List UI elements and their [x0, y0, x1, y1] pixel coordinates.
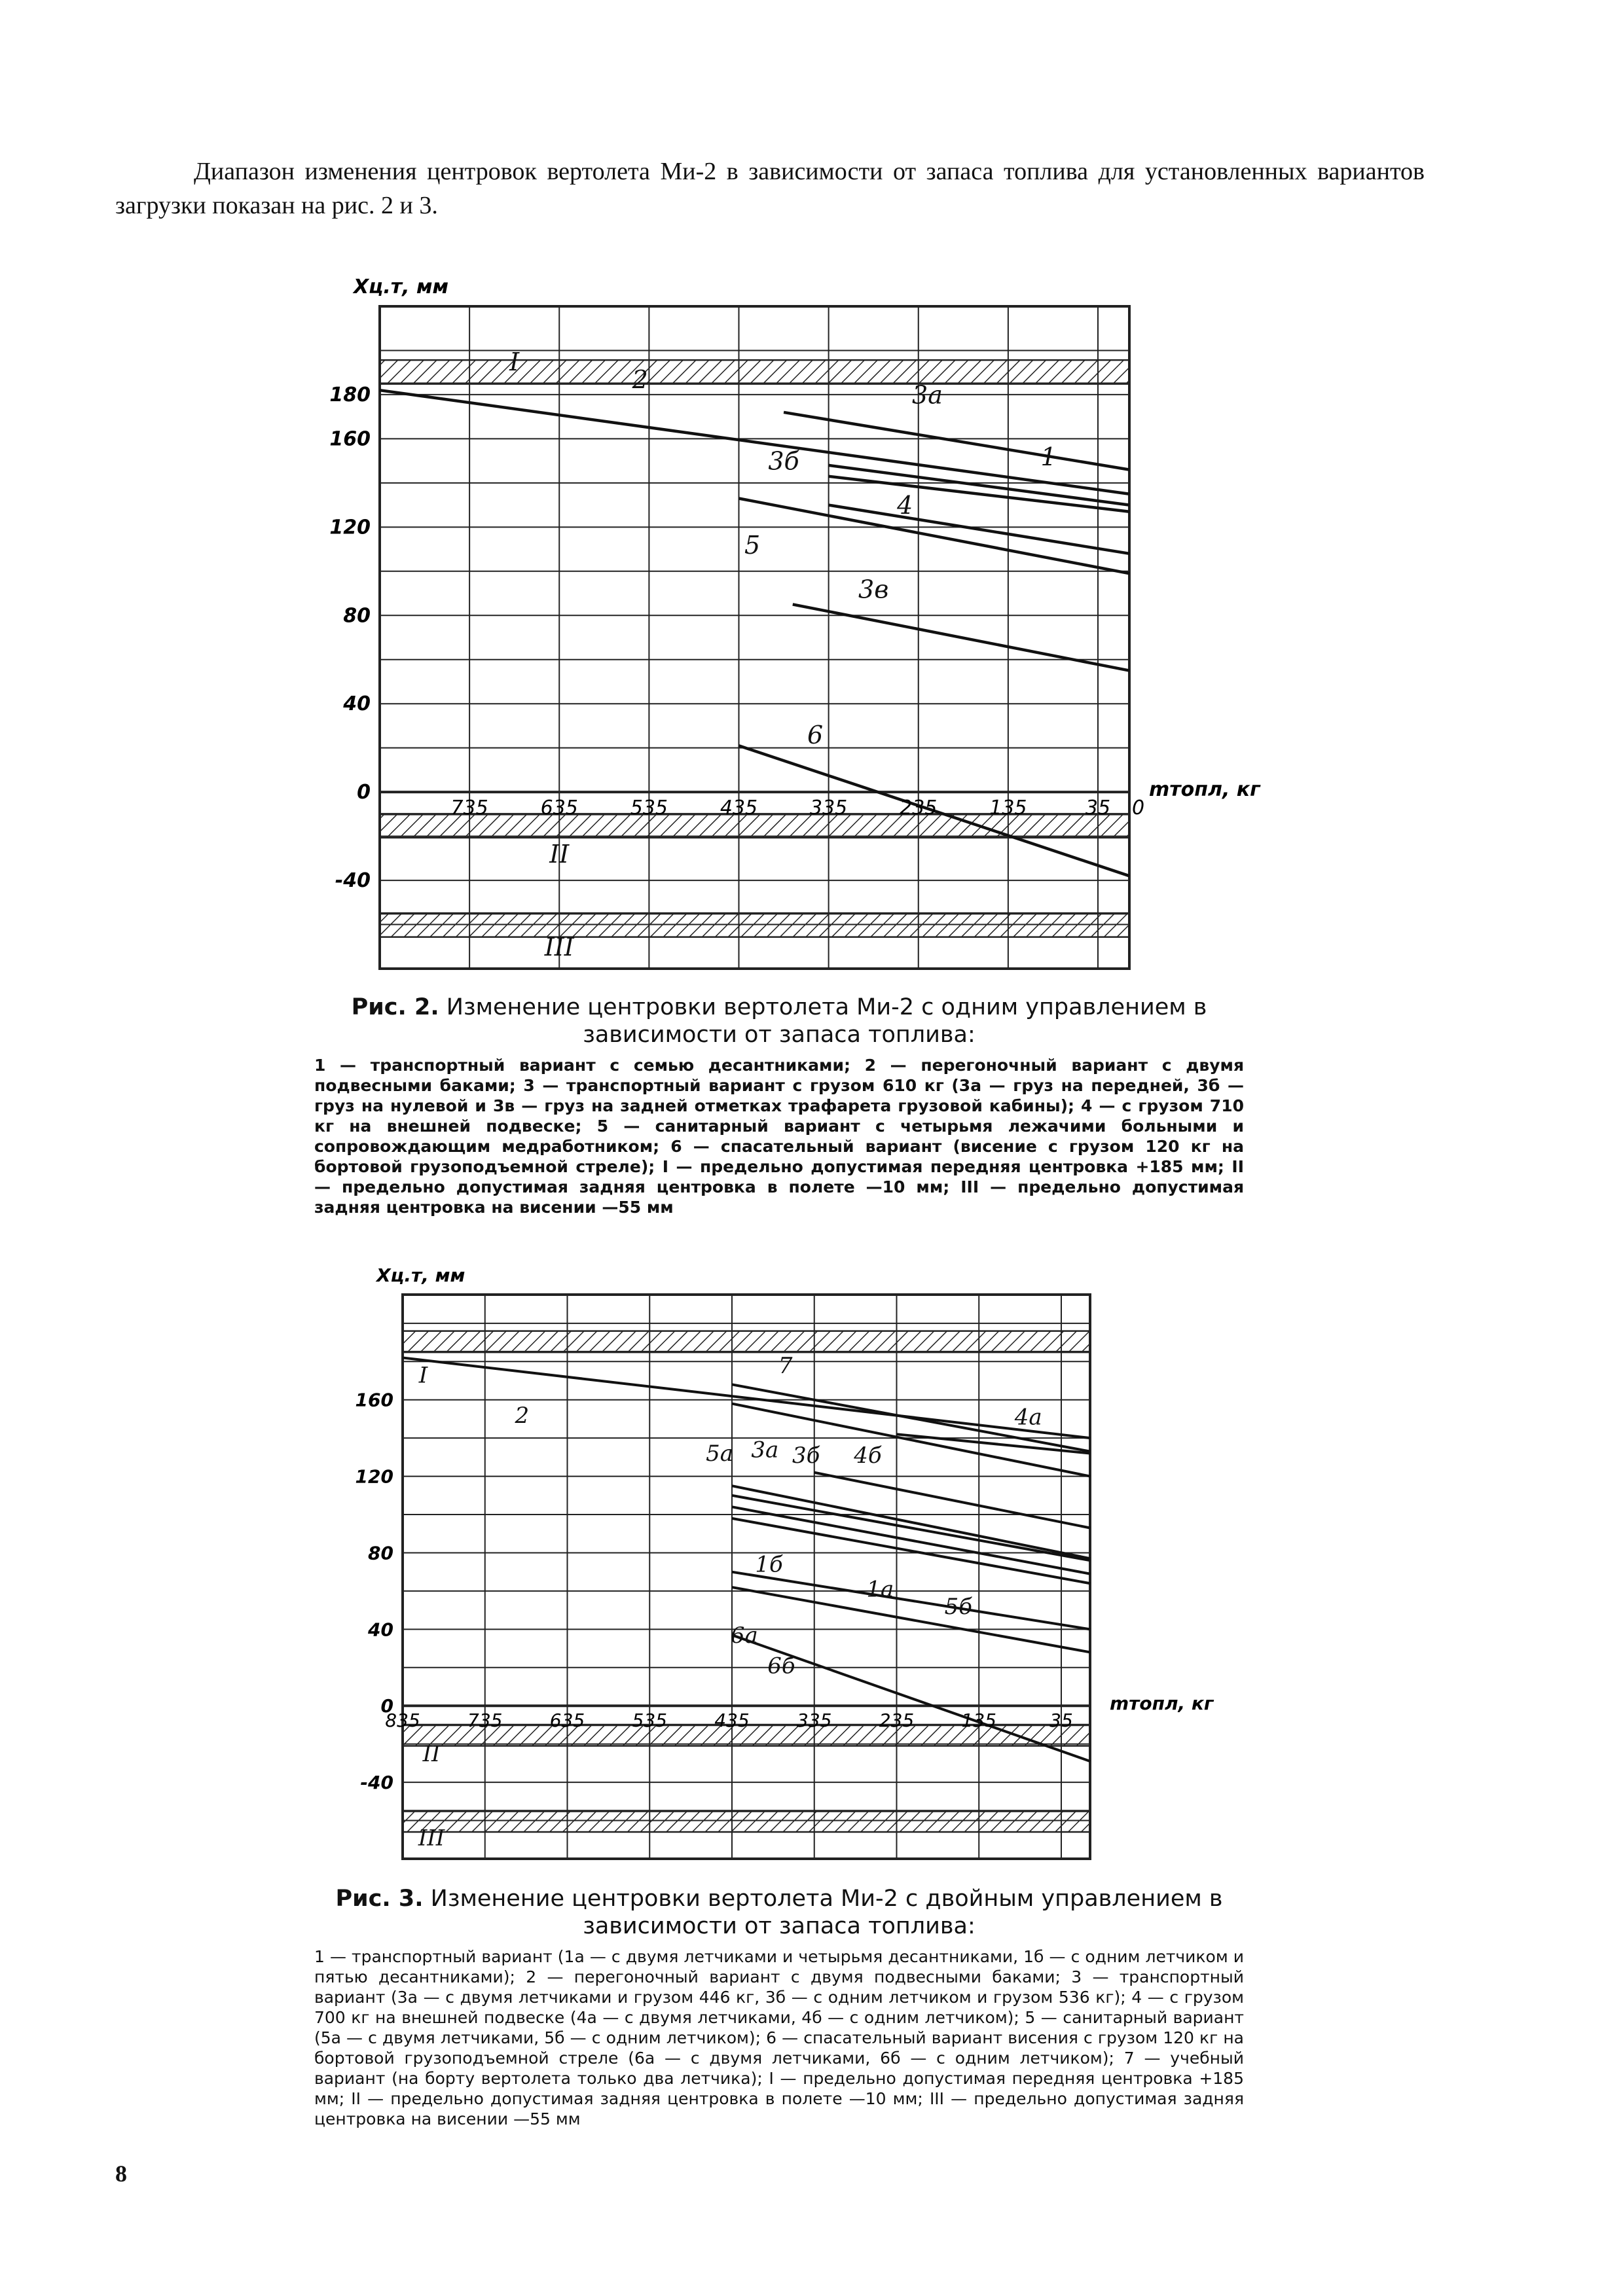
- figure-2-label: Рис. 2.: [351, 994, 439, 1020]
- figure-2-title-text: Изменение центровки вертолета Ми-2 с одним управлением в зависимости от запаса топлива:: [446, 994, 1207, 1048]
- y-tick-label: 0: [380, 1695, 393, 1717]
- curve-label-3б: 3б: [792, 1443, 820, 1469]
- x-tick-label: 535: [630, 797, 668, 820]
- x-tick-label: 335: [797, 1710, 832, 1732]
- curve-label-1б: 1б: [755, 1551, 783, 1578]
- intro-paragraph: Диапазон изменения центровок вертолета Ми-2 в зависимости от запаса топлива для установленных вариантов загрузки показан на рис. 2 и 3.: [115, 158, 1425, 219]
- series-line-3а: [784, 412, 1129, 470]
- y-tick-label: 120: [329, 516, 371, 539]
- curve-label-II: II: [422, 1740, 441, 1767]
- curve-label-3в: 3в: [858, 575, 889, 604]
- curve-label-6: 6: [807, 720, 824, 749]
- x-tick-label: 735: [450, 797, 488, 820]
- figure-3-label: Рис. 3.: [335, 1886, 424, 1912]
- limit-band-I: [380, 360, 1129, 384]
- series-line-5: [829, 505, 1129, 554]
- series-line-3б: [739, 498, 1129, 573]
- limit-band-I: [403, 1331, 1090, 1352]
- series-line-2: [380, 390, 1129, 494]
- x-axis-label: mтопл, кг: [1110, 1693, 1214, 1715]
- y-tick-label: 120: [355, 1465, 393, 1488]
- curve-label-6б: 6б: [767, 1653, 795, 1679]
- curve-label-7: 7: [778, 1352, 793, 1379]
- x-tick-label: 735: [467, 1710, 503, 1732]
- y-tick-label: 0: [357, 781, 371, 804]
- figure-3-chart: [327, 1250, 1309, 1878]
- curve-label-3а: 3а: [912, 380, 943, 410]
- curve-label-5б: 5б: [944, 1593, 972, 1620]
- series-line-4б: [814, 1473, 1090, 1528]
- y-tick-label: 80: [368, 1542, 393, 1564]
- series-line-5а: [732, 1486, 1090, 1558]
- x-tick-label: 335: [809, 797, 848, 820]
- x-tick-label: 135: [961, 1710, 996, 1732]
- y-tick-label: 180: [329, 383, 371, 406]
- y-tick-label: -40: [335, 869, 371, 893]
- y-tick-label: 80: [343, 604, 371, 628]
- y-tick-label: -40: [360, 1772, 393, 1794]
- x-tick-label: 235: [879, 1710, 915, 1732]
- curve-label-3а: 3а: [751, 1437, 779, 1463]
- curve-label-2: 2: [515, 1402, 530, 1429]
- figure-3-legend: 1 — транспортный вариант (1а — с двумя летчиками и четырьмя десантниками, 1б — с одним летчиком и пятью десантниками); 2 — перегоночный вариант с двумя подвесными баками; 3 — транспортный вариант (3а — с двумя летчиками и грузом 446 кг, 3б — с одним летчиком и грузом 536 кг); 4 — с грузом 700 кг на внешней подвеске (4а — с двумя летчиками, 4б — с одним летчиком); 5 — санитарный вариант (5а — с двумя летчиками, 5б — с одним летчиком); 6 — спасательный вариант висения с грузом 120 кг на бортовой грузоподъемной стреле (6а — с двумя летчиками, 6б — с одним летчиком); 7 — учебный вариант (на борту вертолета только два летчика); I — предельно допустимая передняя центровка +185 мм; II — предельно допустимая задняя центровка в полете —10 мм; III — предельно допустимая задняя центровка на висении —55 мм: [314, 1947, 1244, 2128]
- curve-label-1: 1: [1040, 442, 1057, 471]
- x-tick-label: 435: [720, 797, 758, 820]
- x-tick-label: 235: [900, 797, 938, 820]
- figure-3-title-text: Изменение центровки вертолета Ми-2 с двойным управлением в зависимости от запаса топлива:: [430, 1886, 1223, 1939]
- curve-label-I: I: [509, 347, 520, 376]
- series-line-3в: [793, 604, 1129, 670]
- curve-label-II: II: [549, 840, 570, 869]
- curve-label-III: III: [544, 932, 574, 961]
- figure-3-caption: [314, 1885, 1244, 2129]
- x-tick-label: 35: [1049, 1710, 1073, 1732]
- x-tick-label: 635: [540, 797, 578, 820]
- page-number: 8: [115, 2161, 127, 2187]
- curve-label-2: 2: [632, 365, 648, 394]
- x-axis-label: mтопл, кг: [1149, 778, 1260, 802]
- curve-label-4: 4: [897, 491, 913, 520]
- series-line-4: [829, 465, 1129, 505]
- figure-2-caption: [314, 994, 1244, 1217]
- curve-label-4а: 4а: [1014, 1404, 1042, 1431]
- y-tick-label: 160: [355, 1389, 393, 1411]
- y-tick-label: 40: [343, 692, 371, 716]
- curve-label-5: 5: [744, 530, 761, 560]
- curve-label-3б: 3б: [768, 446, 799, 476]
- curve-label-1а: 1а: [866, 1576, 894, 1603]
- y-tick-label: 40: [368, 1619, 393, 1641]
- limit-band-III: [403, 1811, 1090, 1832]
- curve-label-I: I: [418, 1362, 428, 1389]
- plot-frame: [403, 1295, 1090, 1859]
- curve-label-5а: 5а: [706, 1441, 734, 1467]
- x-tick-label: 535: [632, 1710, 667, 1732]
- x-tick-label: 435: [714, 1710, 750, 1732]
- y-axis-label: Xц.т, мм: [354, 276, 449, 298]
- series-line-1: [829, 476, 1129, 512]
- y-axis-label: Xц.т, мм: [376, 1265, 465, 1286]
- x-tick-label: 135: [989, 797, 1027, 820]
- x-tick-label: 635: [549, 1710, 585, 1732]
- limit-band-III: [380, 914, 1129, 937]
- x-zero-label: 0: [1132, 797, 1145, 820]
- x-tick-label: 35: [1085, 797, 1111, 820]
- curve-label-III: III: [418, 1825, 445, 1852]
- figure-2-title: [314, 994, 1244, 1049]
- series-line-2: [403, 1357, 1090, 1438]
- figure-2-legend: 1 — транспортный вариант с семью десантниками; 2 — перегоночный вариант с двумя подвесными баками; 3 — транспортный вариант с грузом 610 кг (3а — груз на передней, 3б — груз на нулевой и 3в — груз на задней отметках трафарета грузовой кабины); 4 — с грузом 710 кг на внешней подвеске; 5 — санитарный вариант с четырьмя лежачими больными и сопровождающим медработником; 6 — спасательный вариант (висение с грузом 120 кг на бортовой грузоподъемной стреле); I — предельно допустимая передняя центровка +185 мм; II — предельно допустимая задняя центровка в полете —10 мм; III — предельно допустимая задняя центровка на висении —55 мм: [314, 1056, 1244, 1217]
- figure-2-chart: [288, 262, 1270, 995]
- curve-label-4б: 4б: [854, 1443, 882, 1469]
- x-tick-label: 835: [385, 1710, 420, 1732]
- y-tick-label: 160: [329, 427, 371, 451]
- figure-3-title: [314, 1885, 1244, 1940]
- curve-label-6а: 6а: [730, 1622, 758, 1649]
